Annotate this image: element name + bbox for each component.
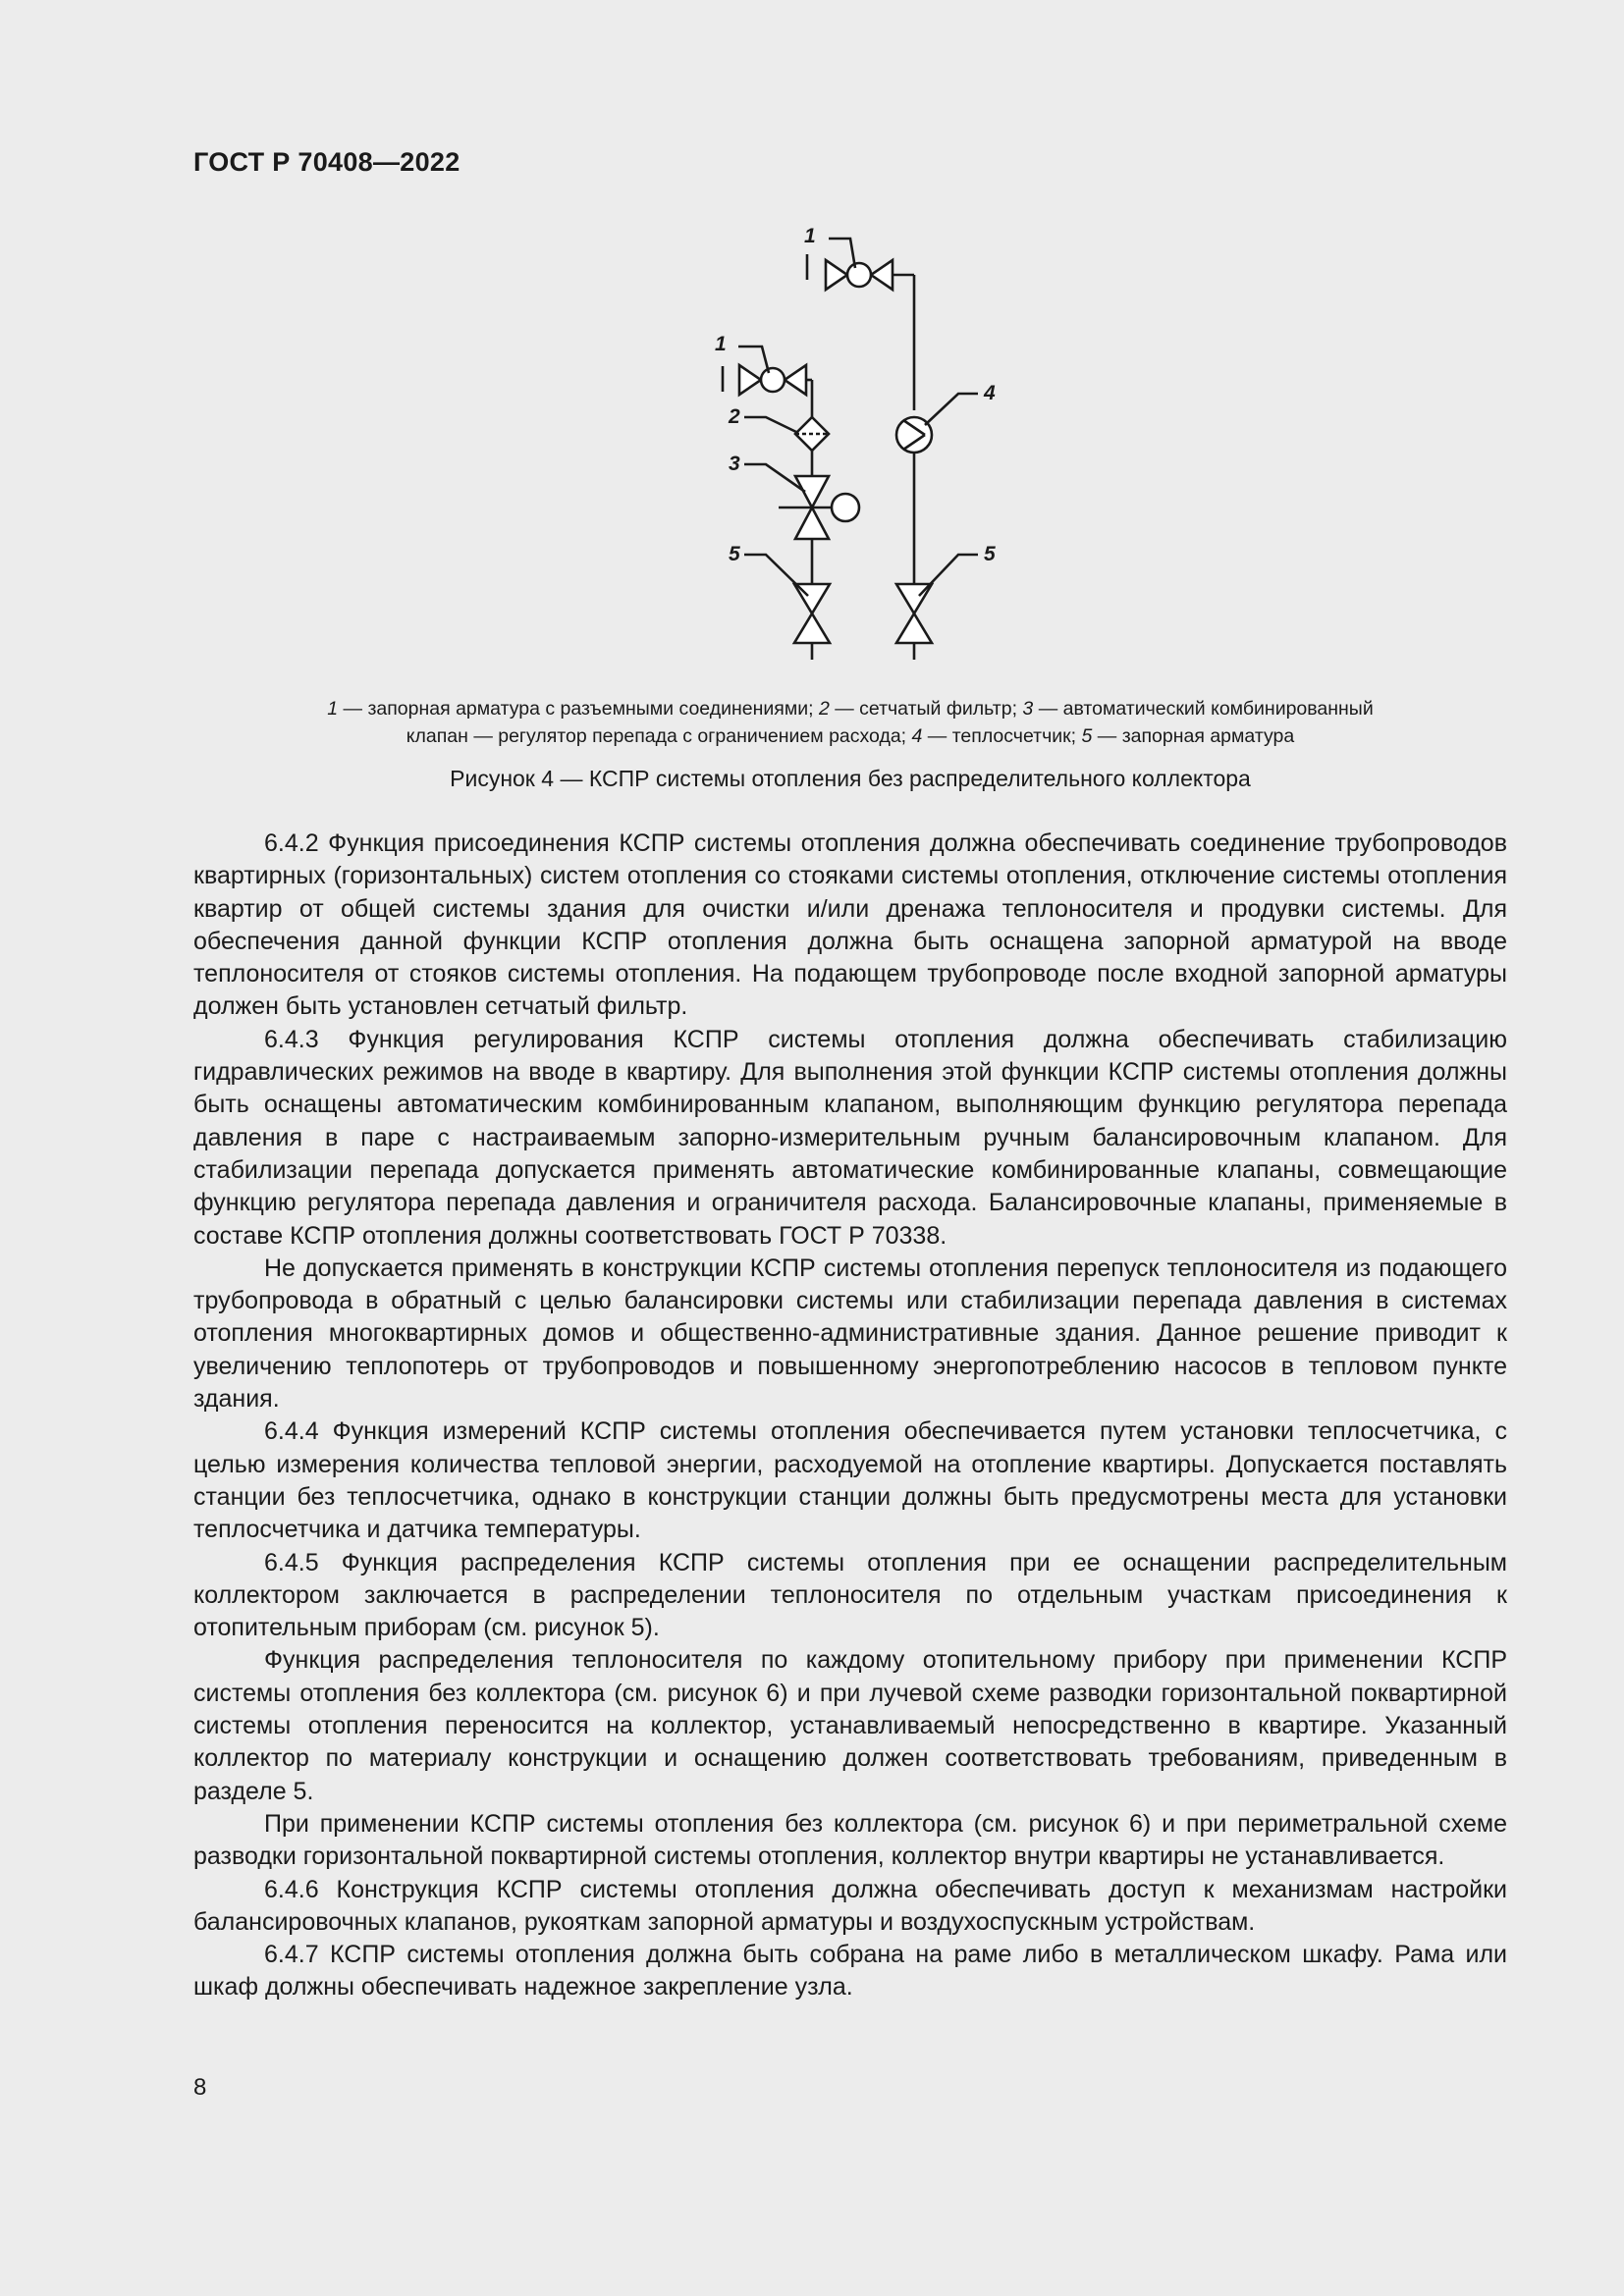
paragraph-6-4-4: 6.4.4 Функция измерений КСПР системы отопления обеспечивается путем установки теплосчетчика, с целью измерения количества тепловой энергии, расходуемой на отопление квартиры. Допускается поставлять станции без теплосчетчика, однако в конструкции станции должны быть предусмотрены места для установки теплосчетчика и датчика температуры. (193, 1417, 1507, 1544)
figure-4-diagram (707, 221, 1011, 663)
paragraph-perimeter: При применении КСПР системы отопления без коллектора (см. рисунок 6) и при периметральной схеме разводки горизонтальной поквартирной системы отопления, коллектор внутри квартиры не устанавливается. (193, 1809, 1507, 1871)
legend-line-2: клапан — регулятор перепада с ограничением расхода; 4 — теплосчетчик; 5 — запорная арматура (406, 725, 1295, 747)
mesh-strainer-2 (795, 417, 829, 476)
leader-lines (738, 239, 978, 596)
label-4: 4 (984, 382, 996, 404)
shutoff-valve-1-right (807, 254, 914, 290)
label-3: 3 (729, 453, 740, 475)
document-header: ГОСТ Р 70408—2022 (193, 147, 460, 177)
label-2: 2 (729, 405, 740, 428)
figure-caption: Рисунок 4 — КСПР системы отопления без распределительного коллектора (450, 766, 1251, 791)
paragraph-6-4-3: 6.4.3 Функция регулирования КСПР системы отопления должна обеспечивать стабилизацию гидравлических режимов на вводе в квартиру. Для выполнения этой функции КСПР системы отопления должны быть оснащены автоматическим комбинированным клапаном, выполняющим функцию регулятора перепада давления в паре с настраиваемым запорно-измерительным ручным балансировочным клапаном. Для стабилизации перепада допускается применять автоматические комбинированные клапаны, совмещающие функцию регулятора перепада давления и ограничителя расхода. Балансировочные клапаны, применяемые в составе КСПР отопления должны соответствовать ГОСТ Р 70338. (193, 1025, 1507, 1250)
shutoff-valve-5-left (794, 584, 830, 660)
page-number: 8 (193, 2074, 207, 2101)
label-5-left: 5 (729, 543, 740, 565)
legend-line-1: 1 — запорная арматура с разъемными соединениями; 2 — сетчатый фильтр; 3 — автоматический комбинированный (327, 698, 1374, 720)
figure-legend (193, 695, 1507, 750)
combined-valve-3 (779, 476, 859, 584)
paragraph-distribution: Функция распределения теплоносителя по каждому отопительному прибору при применении КСПР системы отопления без коллектора (см. рисунок 6) и при лучевой схеме разводки горизонтальной поквартирной системы отопления переносится на коллектор, устанавливаемый непосредственно в квартире. Указанный коллектор по материалу конструкции и оснащению должен соответствовать требованиям, приведенным в разделе 5. (193, 1646, 1507, 1805)
paragraph-6-4-5: 6.4.5 Функция распределения КСПР системы отопления при ее оснащении распределительным коллектором заключается в распределении теплоносителя по отдельным участкам присоединения к отопительным приборам (см. рисунок 5). (193, 1548, 1507, 1642)
label-5-right: 5 (984, 543, 996, 565)
piping-schematic (707, 221, 1011, 663)
paragraph-6-4-7: 6.4.7 КСПР системы отопления должна быть собрана на раме либо в металлическом шкафу. Рама или шкаф должны обеспечивать надежное закрепление узла. (193, 1941, 1507, 2002)
paragraph-bypass: Не допускается применять в конструкции КСПР системы отопления перепуск теплоносителя из подающего трубопровода в обратный с целью балансировки системы или стабилизации перепада давления в системах отопления многоквартирных домов и общественно-административные здания. Данное решение приводит к увеличению теплопотерь от трубопроводов и повышенному энергопотреблению насосов в тепловом пункте здания. (193, 1254, 1507, 1414)
body-text (193, 828, 1507, 2004)
label-1-right: 1 (804, 225, 816, 247)
paragraph-6-4-2: 6.4.2 Функция присоединения КСПР системы отопления должна обеспечивать соединение трубопроводов квартирных (горизонтальных) систем отопления со стояками системы отопления, отключение системы отопления квартир от общей системы здания для очистки и/или дренажа теплоносителя и продувки системы. Для обеспечения данной функции КСПР отопления должна быть оснащена запорной арматурой на вводе теплоносителя от стояков системы отопления. На подающем трубопроводе после входной запорной арматуры должен быть установлен сетчатый фильтр. (193, 829, 1507, 1021)
shutoff-valve-5-right (896, 584, 932, 660)
paragraph-6-4-6: 6.4.6 Конструкция КСПР системы отопления должна обеспечивать доступ к механизмам настройки балансировочных клапанов, рукояткам запорной арматуры и воздухоспускным устройствам. (193, 1875, 1507, 1936)
label-1-left: 1 (715, 333, 727, 355)
